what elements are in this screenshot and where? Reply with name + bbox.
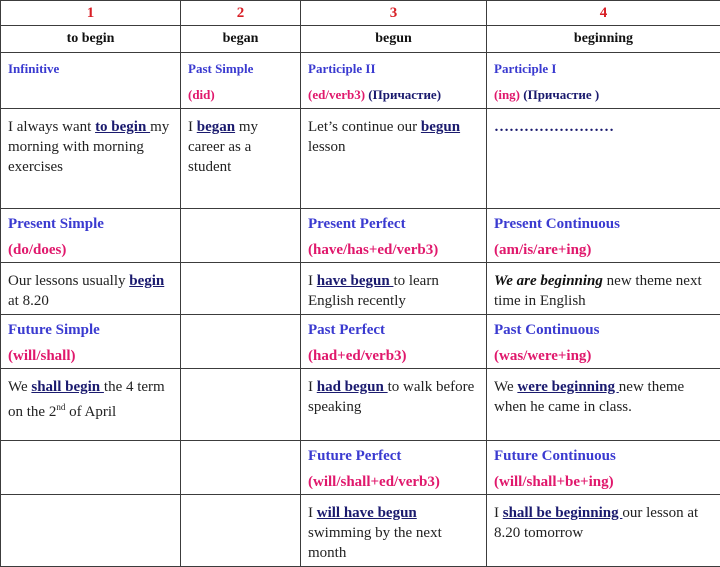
example-text: lesson bbox=[308, 139, 346, 155]
empty-cell bbox=[181, 315, 301, 369]
example-row bbox=[1, 263, 720, 315]
example-cell bbox=[1, 109, 181, 209]
example-verb: will have begun bbox=[317, 505, 417, 521]
tense-formula: (am/is/are+ing) bbox=[494, 241, 713, 259]
example-verb: shall be beginning bbox=[503, 505, 623, 521]
example-text: Let’s continue our bbox=[308, 119, 421, 135]
example-cell bbox=[301, 263, 487, 315]
tense-name: Present Perfect bbox=[308, 215, 479, 233]
example-cell bbox=[487, 369, 720, 441]
tense-cell bbox=[487, 209, 720, 263]
example-text: I bbox=[188, 119, 197, 135]
tense-row bbox=[1, 441, 720, 495]
tense-formula: (will/shall) bbox=[8, 347, 173, 365]
empty-cell bbox=[181, 441, 301, 495]
example-row bbox=[1, 369, 720, 441]
column-number: 1 bbox=[1, 1, 181, 26]
example-text: my career as a student bbox=[188, 119, 258, 175]
example-cell bbox=[301, 495, 487, 567]
label-form-line bbox=[494, 85, 713, 105]
example-verb: began bbox=[197, 119, 235, 135]
tense-name: Future Simple bbox=[8, 321, 173, 339]
empty-cell bbox=[181, 209, 301, 263]
example-verb: shall begin bbox=[31, 379, 104, 395]
tense-cell bbox=[1, 315, 181, 369]
example-text: new theme next time in English bbox=[494, 273, 702, 309]
tense-cell bbox=[487, 441, 720, 495]
label-form-line bbox=[308, 85, 479, 105]
form-labels-row bbox=[1, 53, 720, 109]
example-text: swimming by the next month bbox=[308, 525, 442, 561]
example-text: We bbox=[8, 379, 31, 395]
label-russian: (Причастие ) bbox=[523, 87, 599, 102]
label-form: (ing) bbox=[494, 87, 520, 102]
example-cell bbox=[487, 495, 720, 567]
label-name: Infinitive bbox=[8, 61, 59, 76]
example-cell bbox=[487, 109, 720, 209]
tense-formula: (will/shall+ed/verb3) bbox=[308, 473, 479, 491]
example-text: at 8.20 bbox=[8, 293, 49, 309]
tense-formula: (do/does) bbox=[8, 241, 173, 259]
example-verb: had begun bbox=[317, 379, 388, 395]
empty-cell bbox=[1, 495, 181, 567]
tense-cell bbox=[301, 315, 487, 369]
example-text: new theme when he came in class. bbox=[494, 379, 684, 415]
column-numbers-row bbox=[1, 1, 720, 26]
example-verb: to begin bbox=[95, 119, 150, 135]
example-cell bbox=[301, 109, 487, 209]
tense-formula: (was/were+ing) bbox=[494, 347, 713, 365]
example-cell bbox=[1, 263, 181, 315]
label-participle-1 bbox=[487, 53, 720, 109]
example-text: our lesson at 8.20 tomorrow bbox=[494, 505, 698, 541]
tense-name: Past Perfect bbox=[308, 321, 479, 339]
example-text: I bbox=[308, 379, 317, 395]
empty-cell bbox=[181, 263, 301, 315]
tense-row bbox=[1, 209, 720, 263]
example-text: We bbox=[494, 379, 517, 395]
label-past-simple bbox=[181, 53, 301, 109]
label-name: Past Simple bbox=[188, 59, 293, 79]
tense-cell bbox=[1, 209, 181, 263]
label-name: Participle I bbox=[494, 59, 713, 79]
verb-form: beginning bbox=[487, 26, 720, 53]
example-text: of April bbox=[65, 404, 116, 420]
label-form: (ed/verb3) bbox=[308, 87, 365, 102]
column-number: 4 bbox=[487, 1, 720, 26]
tense-cell bbox=[487, 315, 720, 369]
empty-cell bbox=[181, 369, 301, 441]
tense-row bbox=[1, 315, 720, 369]
example-text: I bbox=[494, 505, 503, 521]
tense-cell bbox=[301, 209, 487, 263]
example-text: I bbox=[308, 505, 317, 521]
verb-form: began bbox=[181, 26, 301, 53]
label-name: Participle II bbox=[308, 59, 479, 79]
example-verb: begun bbox=[421, 119, 460, 135]
example-cell bbox=[301, 369, 487, 441]
example-row bbox=[1, 495, 720, 567]
tense-name: Future Perfect bbox=[308, 447, 479, 465]
tense-name: Present Simple bbox=[8, 215, 173, 233]
example-text: I always want bbox=[8, 119, 95, 135]
example-text: Our lessons usually bbox=[8, 273, 129, 289]
label-infinitive bbox=[1, 53, 181, 109]
example-cell bbox=[487, 263, 720, 315]
example-text: to learn English recently bbox=[308, 273, 439, 309]
tense-name: Future Continuous bbox=[494, 447, 713, 465]
example-verb: begin bbox=[129, 273, 164, 289]
tense-cell bbox=[301, 441, 487, 495]
label-participle-2 bbox=[301, 53, 487, 109]
example-text: my morning with morning exercises bbox=[8, 119, 169, 175]
tense-formula: (have/has+ed/verb3) bbox=[308, 241, 479, 259]
tense-name: Present Continuous bbox=[494, 215, 713, 233]
placeholder-dots: …………………… bbox=[494, 119, 614, 135]
example-verb: We are beginning bbox=[494, 273, 603, 289]
verb-form: begun bbox=[301, 26, 487, 53]
example-verb: were beginning bbox=[517, 379, 618, 395]
verb-forms-row bbox=[1, 26, 720, 53]
empty-cell bbox=[181, 495, 301, 567]
ordinal-suffix: nd bbox=[56, 402, 65, 412]
tense-formula: (had+ed/verb3) bbox=[308, 347, 479, 365]
example-cell bbox=[181, 109, 301, 209]
label-form: (did) bbox=[188, 85, 293, 105]
example-text: to walk before speaking bbox=[308, 379, 474, 415]
tense-formula: (will/shall+be+ing) bbox=[494, 473, 713, 491]
example-verb: have begun bbox=[317, 273, 394, 289]
column-number: 2 bbox=[181, 1, 301, 26]
label-russian: (Причастие) bbox=[368, 87, 441, 102]
verb-form: to begin bbox=[1, 26, 181, 53]
example-row bbox=[1, 109, 720, 209]
empty-cell bbox=[1, 441, 181, 495]
example-text: the 4 term on the 2 bbox=[8, 379, 165, 420]
column-number: 3 bbox=[301, 1, 487, 26]
example-cell bbox=[1, 369, 181, 441]
example-text: I bbox=[308, 273, 317, 289]
tense-name: Past Continuous bbox=[494, 321, 713, 339]
